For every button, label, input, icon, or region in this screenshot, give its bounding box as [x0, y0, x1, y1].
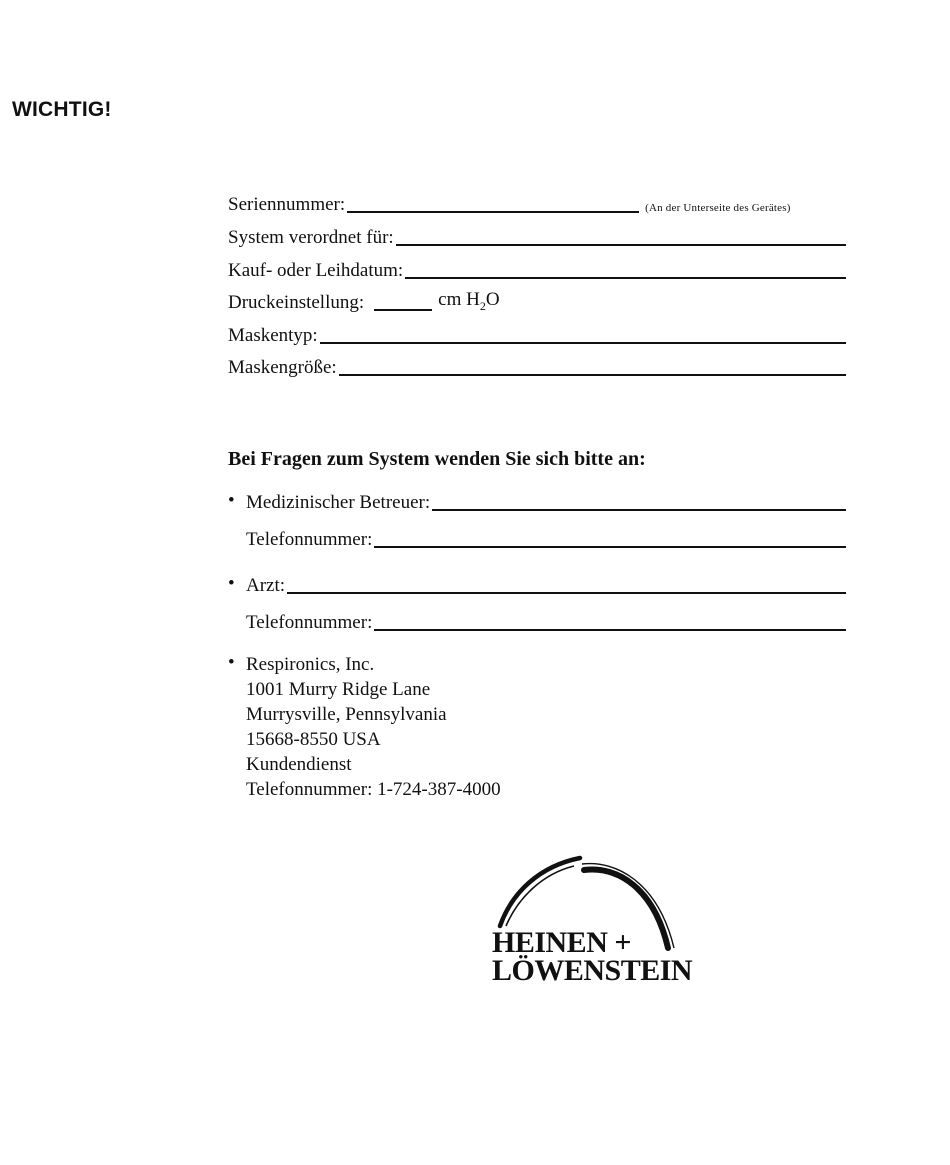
caregiver-field: [246, 490, 846, 514]
doctor-phone-label: Telefonnummer:: [246, 612, 373, 633]
doctor-line: [287, 588, 846, 594]
caregiver-phone-label: Telefonnummer:: [246, 529, 373, 550]
caregiver-label: Medizinischer Betreuer:: [246, 492, 431, 513]
caregiver-line: [432, 505, 846, 511]
mask-type-label: Maskentyp:: [228, 325, 318, 346]
doctor-field: [246, 573, 846, 597]
serial-number-note: (An der Unterseite des Gerätes): [645, 202, 791, 214]
address-line: 1001 Murry Ridge Lane: [246, 679, 431, 700]
pressure-setting-field: [228, 290, 846, 314]
pressure-setting-line: [374, 305, 432, 311]
bullet-doctor: •: [228, 573, 235, 594]
address-line: 15668-8550 USA: [246, 729, 381, 750]
pressure-unit: cm $H_2O$: [438, 289, 500, 313]
doctor-phone-field: [246, 610, 846, 634]
mask-size-label: Maskengröße:: [228, 357, 337, 378]
bullet-caregiver: •: [228, 490, 235, 511]
prescribed-for-line: [396, 240, 846, 246]
doctor-label: Arzt:: [246, 575, 286, 596]
purchase-date-label: Kauf- oder Leihdatum:: [228, 260, 404, 281]
pressure-setting-label: Druckeinstellung:: [228, 292, 365, 313]
caregiver-phone-line: [374, 542, 846, 548]
address-line: Kundendienst: [246, 754, 352, 775]
prescribed-for-label: System verordnet für:: [228, 227, 394, 248]
address-line: Murrysville, Pennsylvania: [246, 704, 447, 725]
purchase-date-field: [228, 258, 846, 282]
company-logo: [490, 852, 693, 992]
caregiver-phone-field: [246, 527, 846, 551]
company-address: [246, 652, 501, 802]
contact-heading: Bei Fragen zum System wenden Sie sich bitte an:: [228, 448, 646, 470]
mask-size-line: [339, 370, 846, 376]
page-heading: WICHTIG!: [12, 98, 112, 121]
logo-line2: LÖWENSTEIN: [492, 954, 693, 987]
mask-size-field: [228, 355, 846, 379]
serial-number-line: [347, 207, 639, 213]
serial-number-label: Seriennummer:: [228, 194, 346, 215]
address-line: Respironics, Inc.: [246, 654, 375, 675]
prescribed-for-field: [228, 225, 846, 249]
mask-type-line: [320, 338, 846, 344]
logo-line1: HEINEN +: [492, 926, 631, 959]
purchase-date-line: [405, 273, 846, 279]
mask-type-field: [228, 323, 846, 347]
doctor-phone-line: [374, 625, 846, 631]
serial-number-field: [228, 192, 846, 216]
bullet-company: •: [228, 652, 235, 673]
address-line: Telefonnummer: 1-724-387-4000: [246, 779, 501, 800]
